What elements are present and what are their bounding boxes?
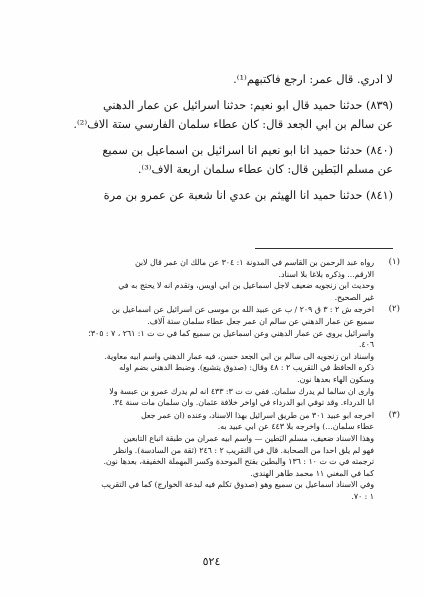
footnote-1 <box>20 257 400 303</box>
footnote-line: واسناد ابن زنجويه الى سالم بن ابي الجعد حسن، فيه عمار الدهني واسم ابيه معاوية. <box>104 351 374 361</box>
footnote-line: عطاء سلمان...) واخرجه بلا ٤٤٣ عن ابي عبيد به. <box>217 422 374 432</box>
footnote-line: وفي الاسناد اسماعيل بن سميع وهو (صدوق تكلم فيه لبدعة الخوارج) كما في التقريب <box>101 480 374 490</box>
footnote-line: ذكره الحافظ في التقريب ٢ : ٤٨ وقال: (صدوق يتشيع). وضبط الدهني بضم اوله <box>119 363 374 373</box>
page-number: ٥٢٤ <box>202 555 221 568</box>
footnote-line: وحديث ابن زنجويه ضعيف لاجل اسماعيل بن ابي اويس، وتقدم انه لا يحتج به في <box>118 281 374 291</box>
footnote-number: (٣) <box>388 409 400 420</box>
hadith-840-line-1: (٨٤٠) حدثنا حميد انا ابو نعيم انا اسرائيل بن اسماعيل بن سميع <box>102 144 393 157</box>
hadith-839-line-1: (٨٣٩) حدثنا حميد قال ابو نعيم: حدثنا اسرائيل عن عمار الدهني <box>103 99 393 112</box>
footnote-separator <box>255 248 393 249</box>
text-line: لا ادري. قال عمر: ارجع فاكتبهم⁽¹⁾. <box>233 73 393 86</box>
footnote-line: كما في المغني ١١ محمد طاهر الهندي. <box>250 468 374 478</box>
hadith-839-line-2: عن سالم بن ابي الجعد قال: كان عطاء سلمان الفارسي ستة الاف⁽²⁾. <box>73 118 393 131</box>
footnote-line: واسرائيل يروي عن عمار الدهني وعن اسماعيل بن سميع كما في ت ت ١: ٢٦١ ، ٧ : ٣٠٥؛ <box>88 328 374 338</box>
footnote-line: وارى ان سالما لم يدرك سلمان. ففي ت ت ٣: ٤٣٣ انه لم يدرك عمرو بن عبسة ولا <box>109 386 374 396</box>
footnote-line: وسكون الهاء بعدها نون. <box>297 374 374 384</box>
footnote-line: سميع عن عمار الدهني عن سالم ان عمر جعل عطاء سلمان ستة آلاف. <box>147 316 374 326</box>
hadith-840-line-2: عن مسلم البَطين قال: كان عطاء سلمان اربعة الاف⁽³⁾. <box>137 163 393 176</box>
footnote-line: ابا الدرداء. وقد توفي ابو الدرداء في اواخر خلافة عثمان. وان سلمان مات سنة ٣٤. <box>112 398 374 408</box>
footnote-line: فهو لم يلق احدا من الصحابة. قال في التقريب ٢ : ٢٤٦ (ثقة من السادسة). وانظر <box>113 445 374 455</box>
footnote-line: اخرجه ابو عبيد ٣٠١ من طريق اسرائيل بهذا الاسناد، وعنده (ان عمر جعل <box>140 410 374 420</box>
footnote-line: اخرجه ش ٢ : ٣ ق ٢٠٩ / ب عن عبيد الله بن موسى عن اسرائيل عن اسماعيل بن <box>111 305 374 315</box>
footnote-line: ٤٠٦. <box>358 340 374 350</box>
hadith-841-line-1: (٨٤١) حدثنا حميد انا الهيثم بن عدي انا شعبة عن عمرو بن مرة <box>103 189 393 202</box>
footnote-line: غير الصحيح. <box>334 292 374 302</box>
footnote-line: رواه عبد الرحمن بن القاسم في المدونة ١: ٣٠٤ عن مالك ان عمر قال لابن <box>134 258 374 267</box>
footnote-2 <box>20 304 400 408</box>
footnote-3 <box>20 410 400 503</box>
footnote-number: (٢) <box>388 304 400 315</box>
footnote-line: وهذا الاسناد ضعيف، مسلم البَطين — واسم ابيه عمران من طبقة اتباع التابعين <box>123 433 374 443</box>
footnote-line: ١ : ٧٠. <box>351 491 374 501</box>
footnote-number: (١) <box>388 257 400 267</box>
main-text <box>22 70 393 205</box>
footnote-line: الارقم... وذكره بلاغا بلا اسناد. <box>278 269 374 279</box>
footnote-line: ترجمته في ت ت ١٠ : ١٣٦ والبطين بفتح الموحدة وكسر المهملة الخفيفة، بعدها نون. <box>103 457 374 467</box>
footnotes <box>20 257 400 503</box>
